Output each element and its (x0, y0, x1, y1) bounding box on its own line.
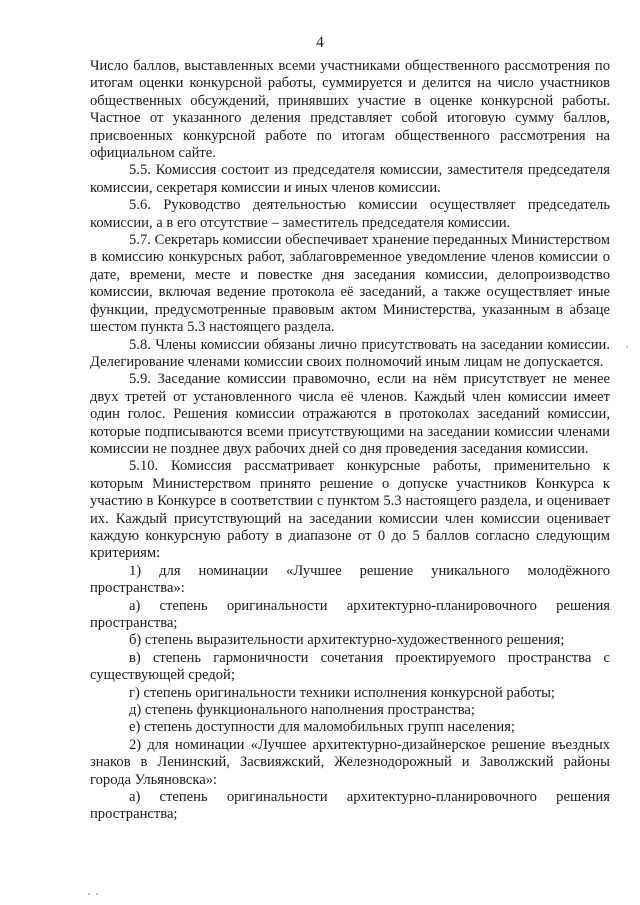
paragraph-score-calculation: Число баллов, выставленных всеми участниками общественного рассмотрения по итогам оценки конкурсной работы, суммируется и делится на число участников общественных обсуждений, принявших участие в оценке конкурсной работы. Частное от указанного деления представляет собой итоговую сумму баллов, присвоенных конкурсной работе по итогам общественного рассмотрения на официальном сайте. (90, 58, 610, 162)
paragraph-criterion-1f: е) степень доступности для маломобильных групп населения; (129, 719, 515, 736)
paragraph-nomination-1: 1) для номинации «Лучшее решение уникального молодёжного пространства»: (90, 562, 610, 597)
paragraph-criterion-1a: а) степень оригинальности архитектурно-планировочного решения пространства; (90, 597, 610, 631)
scan-speck (96, 893, 98, 895)
paragraph-5-8: 5.8. Члены комиссии обязаны лично присутствовать на заседании комиссии. Делегирование членами комиссии своих полномочий иным лицам не допускается. (90, 336, 610, 370)
paragraph-criterion-1c: в) степень гармоничности сочетания проектируемого пространства с существующей средой; (90, 649, 610, 684)
paragraph-nomination-2: 2) для номинации «Лучшее архитектурно-дизайнерское решение въездных знаков в Ленинский, Засвияжский, Железнодорожный и Заволжский районы города Ульяновска»: (90, 736, 610, 788)
paragraph-5-5: 5.5. Комиссия состоит из председателя комиссии, заместителя председателя комиссии, секретаря комиссии и иных членов комиссии. (90, 162, 610, 196)
paragraph-5-9: 5.9. Заседание комиссии правомочно, если на нём присутствует не менее двух третей от установленного числа её членов. Каждый член комиссии имеет один голос. Решения комиссии отражаются в протоколах заседаний комиссии, которые подписываются всеми присутствующими на заседании комиссии членами комиссии не позднее двух рабочих дней со дня проведения заседания комиссии. (90, 371, 610, 457)
paragraph-criterion-2a: а) степень оригинальности архитектурно-планировочного решения пространства; (90, 789, 610, 823)
paragraph-criterion-1d: г) степень оригинальности техники исполнения конкурсной работы; (129, 684, 555, 701)
scan-speck (88, 893, 90, 895)
paragraph-criterion-1b: б) степень выразительности архитектурно-художественного решения; (129, 632, 565, 649)
paragraph-5-10: 5.10. Комиссия рассматривает конкурсные работы, применительно к которым Министерством принято решение о допуске участников Конкурса к участию в Конкурсе в соответствии с пунктом 5.3 настоящего раздела, и оценивает их. Каждый присутствующий на заседании комиссии член комиссии оценивает каждую конкурсную работу в диапазоне от 0 до 5 баллов согласно следующим критериям: (90, 458, 610, 562)
paragraph-5-7: 5.7. Секретарь комиссии обеспечивает хранение переданных Министерством в комиссию конкурсных работ, заблаговременное уведомление членов комиссии о дате, времени, месте и повестке дня заседания комиссии, делопроизводство комиссии, включая ведение протокола её заседаний, а также осуществляет иные функции, предусмотренные правовым актом Министерства, указанным в абзаце шестом пункта 5.3 настоящего раздела. (90, 232, 610, 336)
page-number: 4 (316, 34, 324, 51)
paragraph-5-6: 5.6. Руководство деятельностью комиссии осуществляет председатель комиссии, а в его отсутствие – заместитель председателя комиссии. (90, 197, 610, 231)
scan-speck (626, 346, 628, 348)
document-body (90, 58, 610, 824)
paragraph-criterion-1e: д) степень функционального наполнения пространства; (129, 702, 475, 719)
